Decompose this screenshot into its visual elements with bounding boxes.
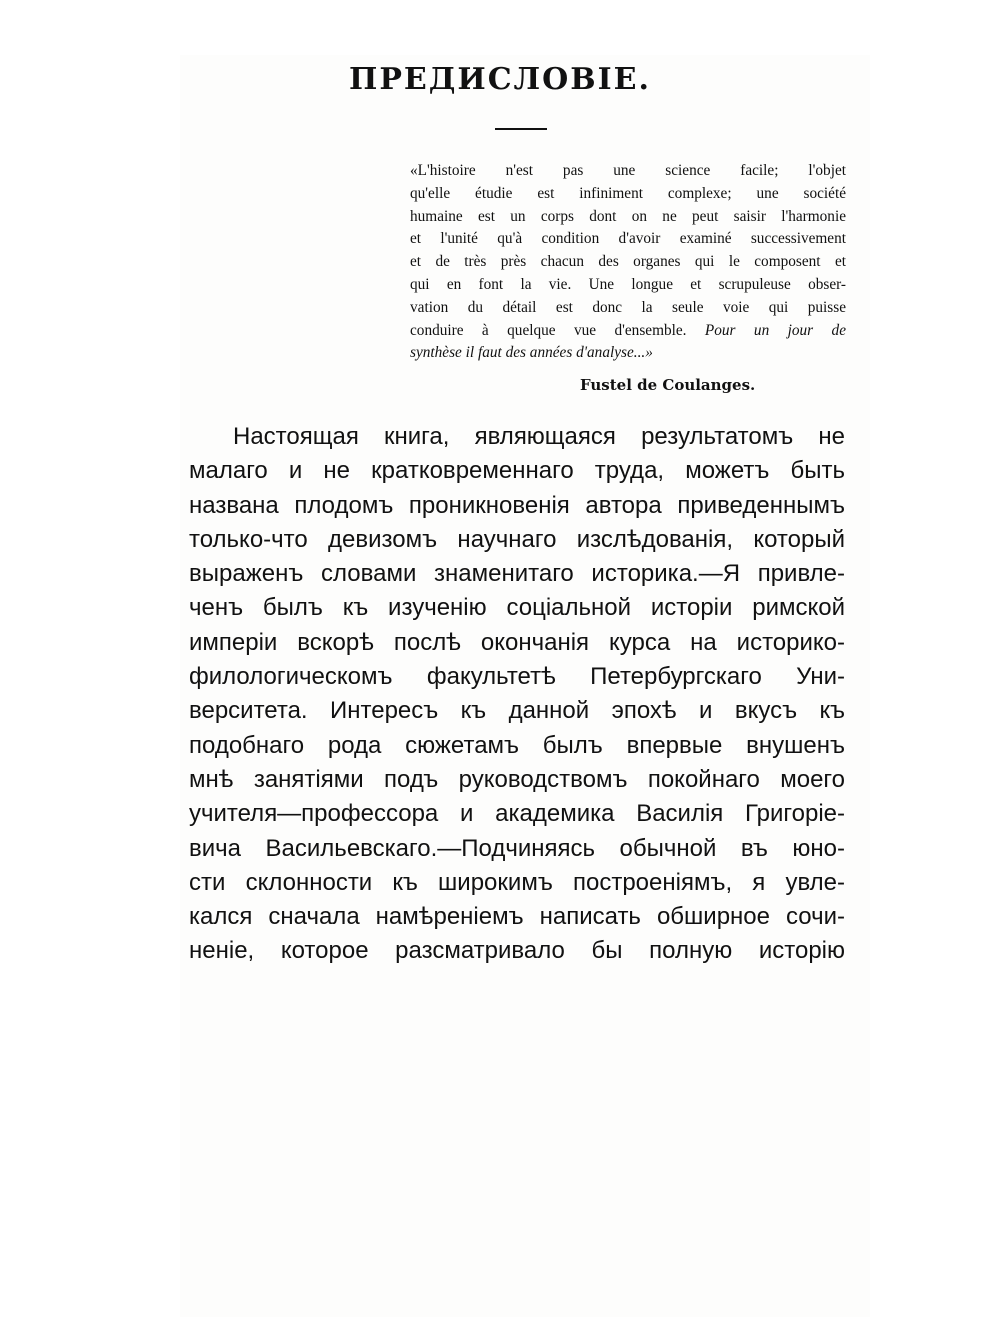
body-line: филологическомъ факультетѣ Петербургскаго Уни-	[189, 663, 845, 691]
body-line: сти склонности къ широкимъ построеніямъ, я увле-	[189, 868, 845, 896]
body-line: вича Васильевскаго.—Подчиняясь обычной въ юно-	[189, 834, 845, 862]
body-line: Настоящая книга, являющаяся результатомъ не	[233, 423, 845, 450]
preface-body	[189, 420, 845, 969]
epigraph-line	[410, 342, 846, 365]
body-line: подобнаго рода сюжетамъ былъ впервые внушенъ	[189, 731, 845, 759]
body-line: кался сначала намѣреніемъ написать обширное сочи-	[189, 903, 845, 931]
epigraph-italic-text: Pour un jour de	[704, 321, 846, 339]
body-line: верситета. Интересъ къ данной эпохѣ и вкусъ къ	[189, 697, 845, 725]
epigraph-line	[410, 320, 846, 343]
body-line: ченъ былъ къ изученію соціальной исторіи римской	[189, 594, 845, 622]
epigraph-line-text: conduire à quelque vue d'ensemble.	[410, 321, 705, 339]
title-divider	[495, 128, 547, 130]
epigraph-line: vation du détail est donc la seule voie qui puisse	[410, 298, 846, 316]
epigraph-line: humaine est un corps dont on ne peut saisir l'harmonie	[410, 207, 846, 225]
page-title: ПРЕДИСЛОВІЕ.	[348, 62, 651, 97]
body-line: малаго и не кратковременнаго труда, можетъ быть	[189, 457, 845, 485]
epigraph-line: «L'histoire n'est pas une science facile; l'objet	[410, 162, 846, 179]
body-line: выраженъ словами знаменитаго историка.—Я привле-	[189, 560, 845, 588]
epigraph-quote	[410, 160, 846, 365]
body-line: названа плодомъ проникновенія автора приведеннымъ	[189, 491, 845, 519]
body-line: мнѣ занятіями подъ руководствомъ покойнаго моего	[189, 765, 845, 793]
epigraph-italic-text: synthèse il faut des années d'analyse...»	[410, 344, 653, 362]
body-line: учителя—профессора и академика Василія Григоріе-	[189, 800, 845, 828]
epigraph-line: qui en font la vie. Une longue et scrupuleuse obser-	[410, 275, 846, 293]
body-line: неніе, которое разсматривало бы полную исторію	[189, 937, 845, 965]
body-line: имперіи вскорѣ послѣ окончанія курса на историко-	[189, 628, 845, 656]
body-line: только-что девизомъ научнаго изслѣдованія, который	[189, 525, 845, 553]
epigraph-line: et de très près chacun des organes qui le composent et	[410, 253, 846, 271]
epigraph-line: qu'elle étudie est infiniment complexe; une société	[410, 184, 846, 202]
epigraph-attribution: Fustel de Coulanges.	[580, 376, 756, 394]
epigraph-line: et l'unité qu'à condition d'avoir examiné successivement	[410, 230, 846, 248]
